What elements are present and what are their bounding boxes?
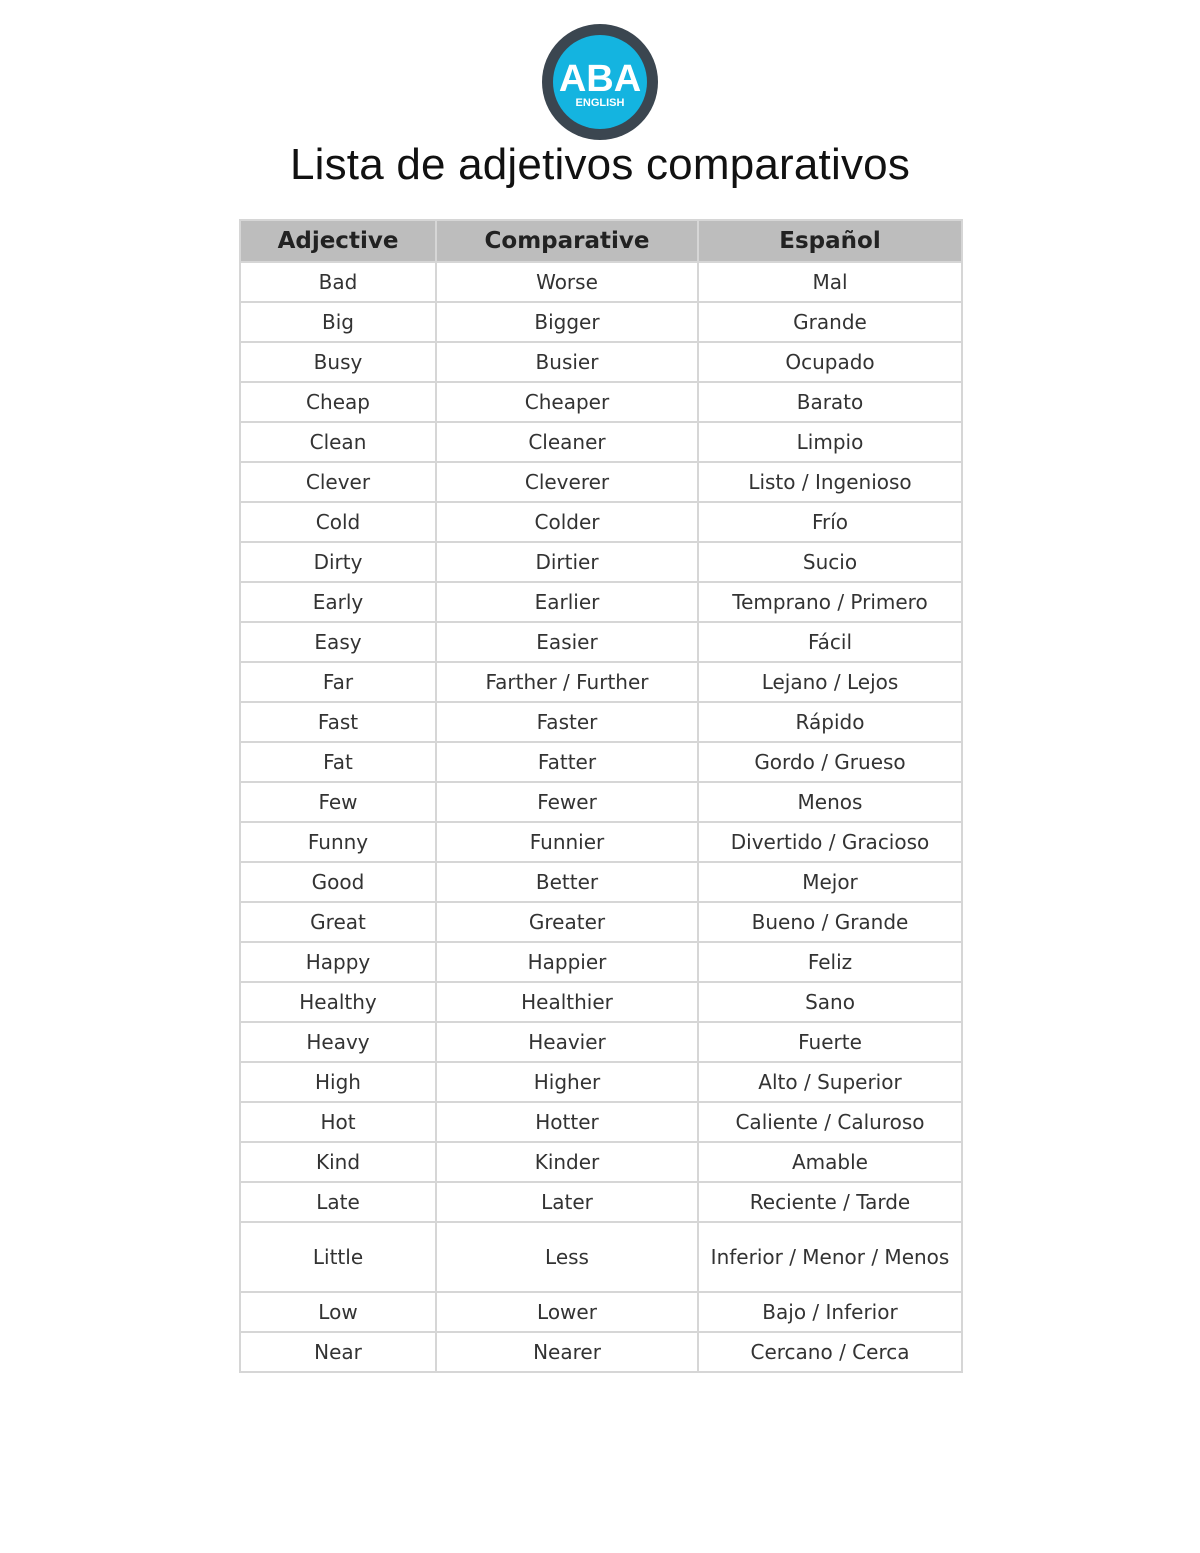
table-row (240, 1182, 962, 1222)
comparative-cell: Busier (436, 342, 698, 382)
table-row (240, 782, 962, 822)
table-row (240, 622, 962, 662)
comparative-cell: Happier (436, 942, 698, 982)
comparative-cell: Faster (436, 702, 698, 742)
espanol-cell: Ocupado (698, 342, 962, 382)
espanol-cell: Divertido / Gracioso (698, 822, 962, 862)
espanol-cell: Temprano / Primero (698, 582, 962, 622)
espanol-cell: Lejano / Lejos (698, 662, 962, 702)
espanol-cell: Rápido (698, 702, 962, 742)
adjective-cell: Hot (240, 1102, 436, 1142)
espanol-cell: Sucio (698, 542, 962, 582)
adjective-cell: Early (240, 582, 436, 622)
espanol-cell: Menos (698, 782, 962, 822)
comparative-cell: Easier (436, 622, 698, 662)
espanol-cell: Amable (698, 1142, 962, 1182)
comparative-cell: Higher (436, 1062, 698, 1102)
table-row (240, 742, 962, 782)
espanol-cell: Bajo / Inferior (698, 1292, 962, 1332)
adjective-cell: Fast (240, 702, 436, 742)
adjective-cell: High (240, 1062, 436, 1102)
table-row (240, 382, 962, 422)
comparatives-table (239, 219, 963, 1373)
adjective-cell: Near (240, 1332, 436, 1372)
adjective-cell: Dirty (240, 542, 436, 582)
header-espanol: Español (698, 220, 962, 262)
table-row (240, 1022, 962, 1062)
espanol-cell: Fácil (698, 622, 962, 662)
comparative-cell: Funnier (436, 822, 698, 862)
comparative-cell: Bigger (436, 302, 698, 342)
comparative-cell: Greater (436, 902, 698, 942)
adjective-cell: Easy (240, 622, 436, 662)
table-row (240, 1062, 962, 1102)
adjective-cell: Cold (240, 502, 436, 542)
table-row (240, 1102, 962, 1142)
adjective-cell: Healthy (240, 982, 436, 1022)
comparative-cell: Cleverer (436, 462, 698, 502)
comparative-cell: Worse (436, 262, 698, 302)
comparative-cell: Nearer (436, 1332, 698, 1372)
comparative-cell: Later (436, 1182, 698, 1222)
table-row (240, 1142, 962, 1182)
adjective-cell: Low (240, 1292, 436, 1332)
adjective-cell: Few (240, 782, 436, 822)
comparative-cell: Heavier (436, 1022, 698, 1062)
comparative-cell: Lower (436, 1292, 698, 1332)
comparative-cell: Healthier (436, 982, 698, 1022)
adjective-cell: Little (240, 1222, 436, 1292)
espanol-cell: Mejor (698, 862, 962, 902)
comparative-cell: Less (436, 1222, 698, 1292)
comparative-cell: Cheaper (436, 382, 698, 422)
adjective-cell: Far (240, 662, 436, 702)
comparative-cell: Cleaner (436, 422, 698, 462)
table-header-row (240, 220, 962, 262)
adjective-cell: Fat (240, 742, 436, 782)
adjective-cell: Cheap (240, 382, 436, 422)
table-row (240, 822, 962, 862)
table-row (240, 542, 962, 582)
logo-main-text: ABA (558, 58, 642, 100)
adjective-cell: Happy (240, 942, 436, 982)
table-row (240, 342, 962, 382)
adjective-cell: Good (240, 862, 436, 902)
table-row (240, 302, 962, 342)
espanol-cell: Gordo / Grueso (698, 742, 962, 782)
comparative-cell: Fatter (436, 742, 698, 782)
adjective-cell: Late (240, 1182, 436, 1222)
adjective-cell: Busy (240, 342, 436, 382)
espanol-cell: Sano (698, 982, 962, 1022)
comparative-cell: Earlier (436, 582, 698, 622)
adjective-cell: Heavy (240, 1022, 436, 1062)
adjective-cell: Kind (240, 1142, 436, 1182)
header-comparative: Comparative (436, 220, 698, 262)
comparative-cell: Colder (436, 502, 698, 542)
comparative-cell: Kinder (436, 1142, 698, 1182)
espanol-cell: Grande (698, 302, 962, 342)
espanol-cell: Bueno / Grande (698, 902, 962, 942)
table-row (240, 582, 962, 622)
adjective-cell: Clever (240, 462, 436, 502)
table-row (240, 262, 962, 302)
comparative-cell: Farther / Further (436, 662, 698, 702)
aba-english-logo (540, 22, 660, 142)
comparative-cell: Fewer (436, 782, 698, 822)
logo-sub-text: ENGLISH (575, 97, 625, 109)
table-row (240, 702, 962, 742)
comparative-cell: Better (436, 862, 698, 902)
table-row (240, 1332, 962, 1372)
table-row (240, 1292, 962, 1332)
adjective-cell: Funny (240, 822, 436, 862)
espanol-cell: Barato (698, 382, 962, 422)
espanol-cell: Alto / Superior (698, 1062, 962, 1102)
espanol-cell: Listo / Ingenioso (698, 462, 962, 502)
espanol-cell: Caliente / Caluroso (698, 1102, 962, 1142)
comparative-cell: Hotter (436, 1102, 698, 1142)
table-row (240, 862, 962, 902)
page-title: Lista de adjetivos comparativos (289, 140, 911, 189)
adjective-cell: Great (240, 902, 436, 942)
table-row (240, 422, 962, 462)
espanol-cell: Fuerte (698, 1022, 962, 1062)
table-row (240, 462, 962, 502)
espanol-cell: Feliz (698, 942, 962, 982)
espanol-cell: Mal (698, 262, 962, 302)
adjective-cell: Clean (240, 422, 436, 462)
espanol-cell: Cercano / Cerca (698, 1332, 962, 1372)
espanol-cell: Reciente / Tarde (698, 1182, 962, 1222)
table-row (240, 1222, 962, 1292)
table-row (240, 982, 962, 1022)
header-adjective: Adjective (240, 220, 436, 262)
comparative-cell: Dirtier (436, 542, 698, 582)
espanol-cell: Inferior / Menor / Menos (698, 1222, 962, 1292)
espanol-cell: Frío (698, 502, 962, 542)
table-row (240, 662, 962, 702)
table-row (240, 902, 962, 942)
table-row (240, 502, 962, 542)
adjective-cell: Bad (240, 262, 436, 302)
adjective-cell: Big (240, 302, 436, 342)
table-row (240, 942, 962, 982)
espanol-cell: Limpio (698, 422, 962, 462)
